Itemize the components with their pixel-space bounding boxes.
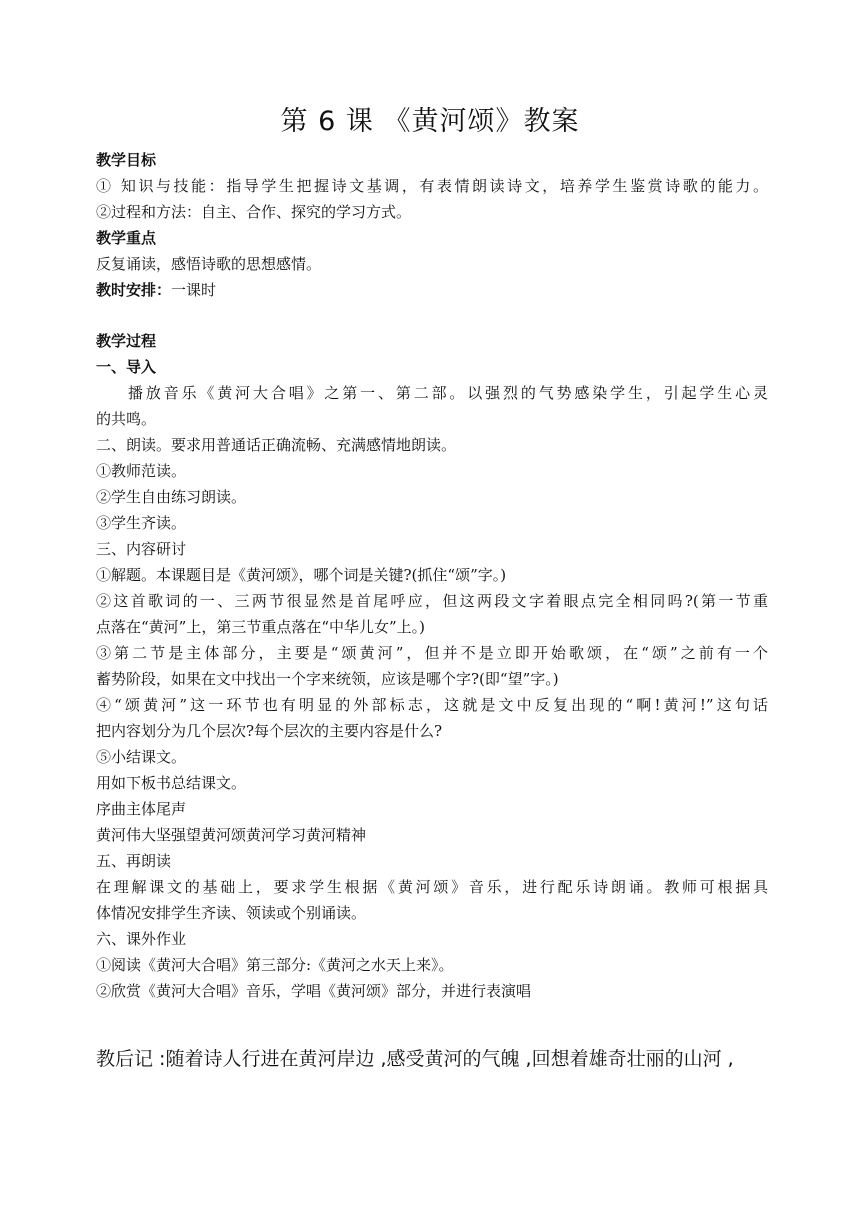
study-item-3b: 蓄势阶段，如果在文中找出一个字来统领，应该是哪个字?(即“望”字。) <box>96 670 559 688</box>
study-item-5: ⑤小结课文。 <box>96 748 187 766</box>
intro-text-1: 播放音乐《黄河大合唱》之第一、第二部。以强烈的气势感染学生，引起学生心灵 <box>128 384 768 402</box>
study-item-1: ①解题。本课题目是《黄河颂》，哪个词是关键?(抓住“颂”字。) <box>96 566 507 584</box>
study-item-4b: 把内容划分为几个层次?每个层次的主要内容是什么? <box>96 722 443 740</box>
reading-step-1: ①教师范读。 <box>96 462 187 480</box>
homework-item-2: ②欣赏《黄河大合唱》音乐，学唱《黄河颂》部分，并进行表演唱 <box>96 982 532 1000</box>
schedule-line <box>96 280 768 300</box>
board-line-1: 序曲主体尾声 <box>96 800 187 818</box>
page-title: 第 6 课 《黄河颂》教案 <box>280 106 580 137</box>
focus-text: 反复诵读，感悟诗歌的思想感情。 <box>96 255 322 273</box>
study-item-4a: ④“颂黄河”这一环节也有明显的外部标志，这就是文中反复出现的“啊!黄河!”这句话 <box>96 696 768 714</box>
study-item-2b: 点落在“黄河”上，第三节重点落在“中华儿女”上。) <box>96 618 426 636</box>
reading-heading: 二、朗读。要求用普通话正确流畅、充满感情地朗读。 <box>96 436 457 454</box>
goal-item-1: ① 知识与技能：指导学生把握诗文基调，有表情朗读诗文，培养学生鉴赏诗歌的能力。 <box>96 177 768 195</box>
reread-text-a: 在理解课文的基础上，要求学生根据《黄河颂》音乐，进行配乐诗朗诵。教师可根据具 <box>96 878 768 896</box>
reread-heading: 五、再朗读 <box>96 852 172 870</box>
afterword: 教后记 :随着诗人行进在黄河岸边 ,感受黄河的气魄 ,回想着雄奇壮丽的山河 , <box>96 1048 734 1070</box>
reread-text-b: 体情况安排学生齐读、领读或个别诵读。 <box>96 904 367 922</box>
intro-heading: 一、导入 <box>96 358 157 376</box>
reading-step-2: ②学生自由练习朗读。 <box>96 488 247 506</box>
goal-item-2: ②过程和方法：自主、合作、探究的学习方式。 <box>96 203 412 221</box>
reading-step-3: ③学生齐读。 <box>96 514 187 532</box>
schedule-value: 一课时 <box>171 281 217 299</box>
process-heading: 教学过程 <box>96 332 157 350</box>
study-item-2a: ②这首歌词的一、三两节很显然是首尾呼应，但这两段文字着眼点完全相同吗?(第一节重 <box>96 592 768 610</box>
board-intro: 用如下板书总结课文。 <box>96 774 247 792</box>
study-item-3a: ③第二节是主体部分，主要是“颂黄河”，但并不是立即开始歌颂，在“颂”之前有一个 <box>96 644 768 662</box>
study-heading: 三、内容研讨 <box>96 540 187 558</box>
intro-text-2: 的共鸣。 <box>96 410 157 428</box>
homework-item-1: ①阅读《黄河大合唱》第三部分:《黄河之水天上来》。 <box>96 956 454 974</box>
schedule-label: 教时安排： <box>96 281 172 299</box>
goals-heading: 教学目标 <box>96 151 157 169</box>
focus-heading: 教学重点 <box>96 229 157 247</box>
board-line-2: 黄河伟大坚强望黄河颂黄河学习黄河精神 <box>96 826 367 844</box>
homework-heading: 六、课外作业 <box>96 930 187 948</box>
